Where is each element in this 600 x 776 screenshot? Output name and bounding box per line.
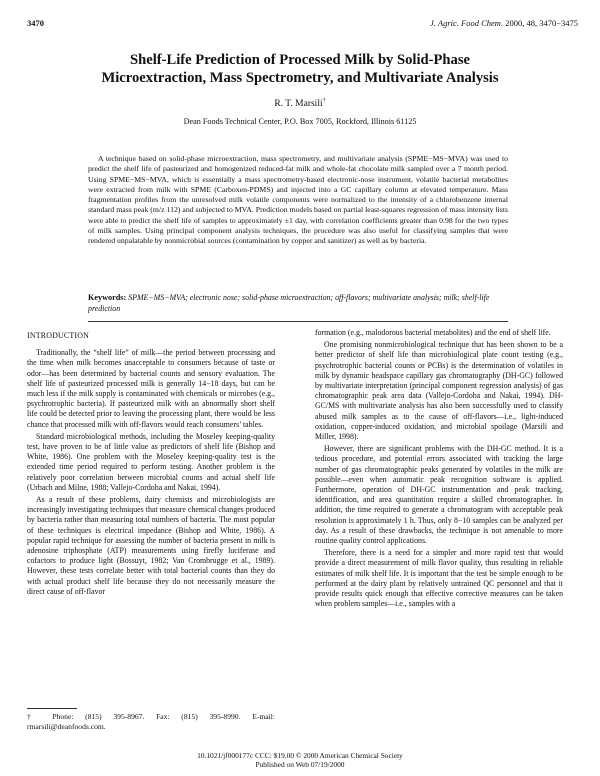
footnote-divider (27, 708, 77, 709)
left-column (27, 328, 275, 599)
author-footnote-mark: † (322, 98, 326, 104)
author-contact-footnote: † Phone: (815) 395-8967. Fax: (815) 395-8990. E-mail: rmarsili@deanfoods.com. (27, 712, 275, 731)
intro-paragraph-3: As a result of these problems, dairy chemists and microbiologists are increasingly investigating techniques that measure chemical changes produced by bacteria rather than measuring total numbers of bacteria. The most popular of these techniques is electrical impedance (Bishop and White, 1986). A popular rapid technique for assessing the number of bacteria present in milk is adenosine triphosphate (ATP) measurements using firefly luciferase and cofactors to produce light (Bossuyt, 1982; Van Crombrugge et al., 1989). However, these tests correlate better with total bacterial counts than they do with actual product shelf life because they do not necessarily measure the direct cause of off-flavor (27, 495, 275, 596)
title-line-1: Shelf-Life Prediction of Processed Milk by Solid-Phase (130, 52, 470, 68)
author-line (0, 98, 600, 109)
right-column (315, 328, 563, 611)
right-paragraph-2: One promising nonmicrobiological technique that has been shown to be a better predictor of shelf life than microbiological plate count testing (e.g., psychrotrophic bacterial counts or PCBs) is the determination of volatiles in milk by dynamic headspace capillary gas chromatography (DH-GC) followed by multivariate interpretation (principal component regression analysis) of gas chromatographic peak area data (Vallejo-Cordoba and Nakai, 1994). DH-GC/MS with multivariate analysis has also been successfully used to classify abused milk samples as to the cause of off-flavors—i.e., light-induced oxidation, copper-induced oxidation, and microbial spoilage (Marsili and Miller, 1998). (315, 340, 563, 442)
right-paragraph-4: Therefore, there is a need for a simpler and more rapid test that would provide a direct measurement of milk flavor quality, thus resulting in reliable estimates of milk shelf life. It is important that the test be simple enough to be performed at the dairy plant by relatively untrained QC personnel and that it provide results quick enough that effective corrective measures can be taken when problem samples—i.e., samples with a (315, 548, 563, 609)
introduction-heading: INTRODUCTION (27, 331, 90, 340)
author-name: R. T. Marsili (274, 99, 323, 110)
page-number: 3470 (27, 18, 44, 28)
title-line-2: Microextraction, Mass Spectrometry, and Multivariate Analysis (101, 69, 499, 86)
affiliation: Dean Foods Technical Center, P.O. Box 7005, Rockford, Illinois 61125 (183, 117, 417, 126)
keywords (88, 293, 508, 315)
journal-name: J. Agric. Food Chem. (430, 18, 504, 28)
article-title (0, 52, 600, 87)
doi-copyright-line: 10.1021/jf000177c CCC: $19.00 © 2000 American Chemical Society (197, 751, 403, 760)
keywords-label: Keywords: (88, 293, 127, 302)
keywords-text: SPME−MS−MVA; electronic nose; solid-phase microextraction; off-flavors; multivariate analysis; milk; shelf-life prediction (88, 293, 490, 313)
journal-citation (430, 18, 578, 28)
intro-paragraph-2: Standard microbiological methods, including the Moseley keeping-quality test, have proven to be of little value as predictors of shelf life (Bishop and White, 1986). One problem with the Moseley keeping-quality test is the extended time period required to perform testing. Another problem is the relatively poor correlation between microbial counts and actual shelf life (Urbach and Milne, 1988; Vallejo-Cordoba and Nakai, 1994). (27, 431, 275, 492)
volume-pages: 2000, 48, 3470−3475 (505, 18, 578, 28)
intro-paragraph-1: Traditionally, the “shelf life” of milk—the period between processing and the time when milk becomes unacceptable to consumers because of taste or odor—has been determined by bacterial counts and sensory evaluation. The shelf life of pasteurized processed milk is generally 14−18 days, but can be much less if the milk supply is contaminated with chemicals or microbes (e.g., psychrotrophic bacteria). If pasteurized milk with an abnormally short shelf life could be detected prior to leaving the processing plant, there would be less chance that processed milk with off-flavors would reach consumers’ tables. (27, 348, 275, 429)
published-date-line: Published on Web 07/19/2000 (255, 760, 345, 770)
publication-footer (0, 751, 600, 770)
right-paragraph-3: However, there are significant problems with the DH-GC method. It is a tedious procedure, and potential errors associated with tracking the large number of gas chromatographic peaks generated by volatiles in the milk are possible—even when automatic peak recognition software is applied. Furthermore, operation of DH-GC instrumentation and peak tracking, identification, and area quantitation require a skilled chromatographer. In addition, the time required to generate a chromatogram with acceptable peak resolution is approximately 1 h. Thus, only 8−10 samples can be analyzed per day. As a result of these drawbacks, the technique is not amenable to more routine quality control applications. (315, 444, 563, 546)
abstract: A technique based on solid-phase microextraction, mass spectrometry, and multivariate analysis (SPME−MS−MVA) was used to predict the shelf life of pasteurized and homogenized reduced-fat milk and whole-fat chocolate milk sampled over a 7 month period. Using SPME−MS−MVA, which is essentially a mass spectrometry-based electronic-nose instrument, volatile bacterial metabolites were extracted from milk with SPME (Carboxen-PDMS) and injected into a GC capillary column at elevated temperature. Mass fragmentation profiles from the unresolved milk volatile components were normalized to the intensity of a chlorobenzene internal standard mass peak (m/z 112) and subjected to MVA. Prediction models based on partial least-squares regression of mass intensity lists were able to predict the shelf life of samples to approximately ±1 day, with correlation coefficients greater than 0.98 for the two types of milk samples. Using principal component analysis techniques, the procedure was also useful for classifying samples that were rendered unpalatable by nonmicrobial sources (contamination by copper and sanitizer) as well as by bacteria. (88, 154, 508, 246)
section-divider (88, 321, 508, 322)
right-paragraph-1: formation (e.g., malodorous bacterial metabolites) and the end of shelf life. (315, 328, 551, 337)
